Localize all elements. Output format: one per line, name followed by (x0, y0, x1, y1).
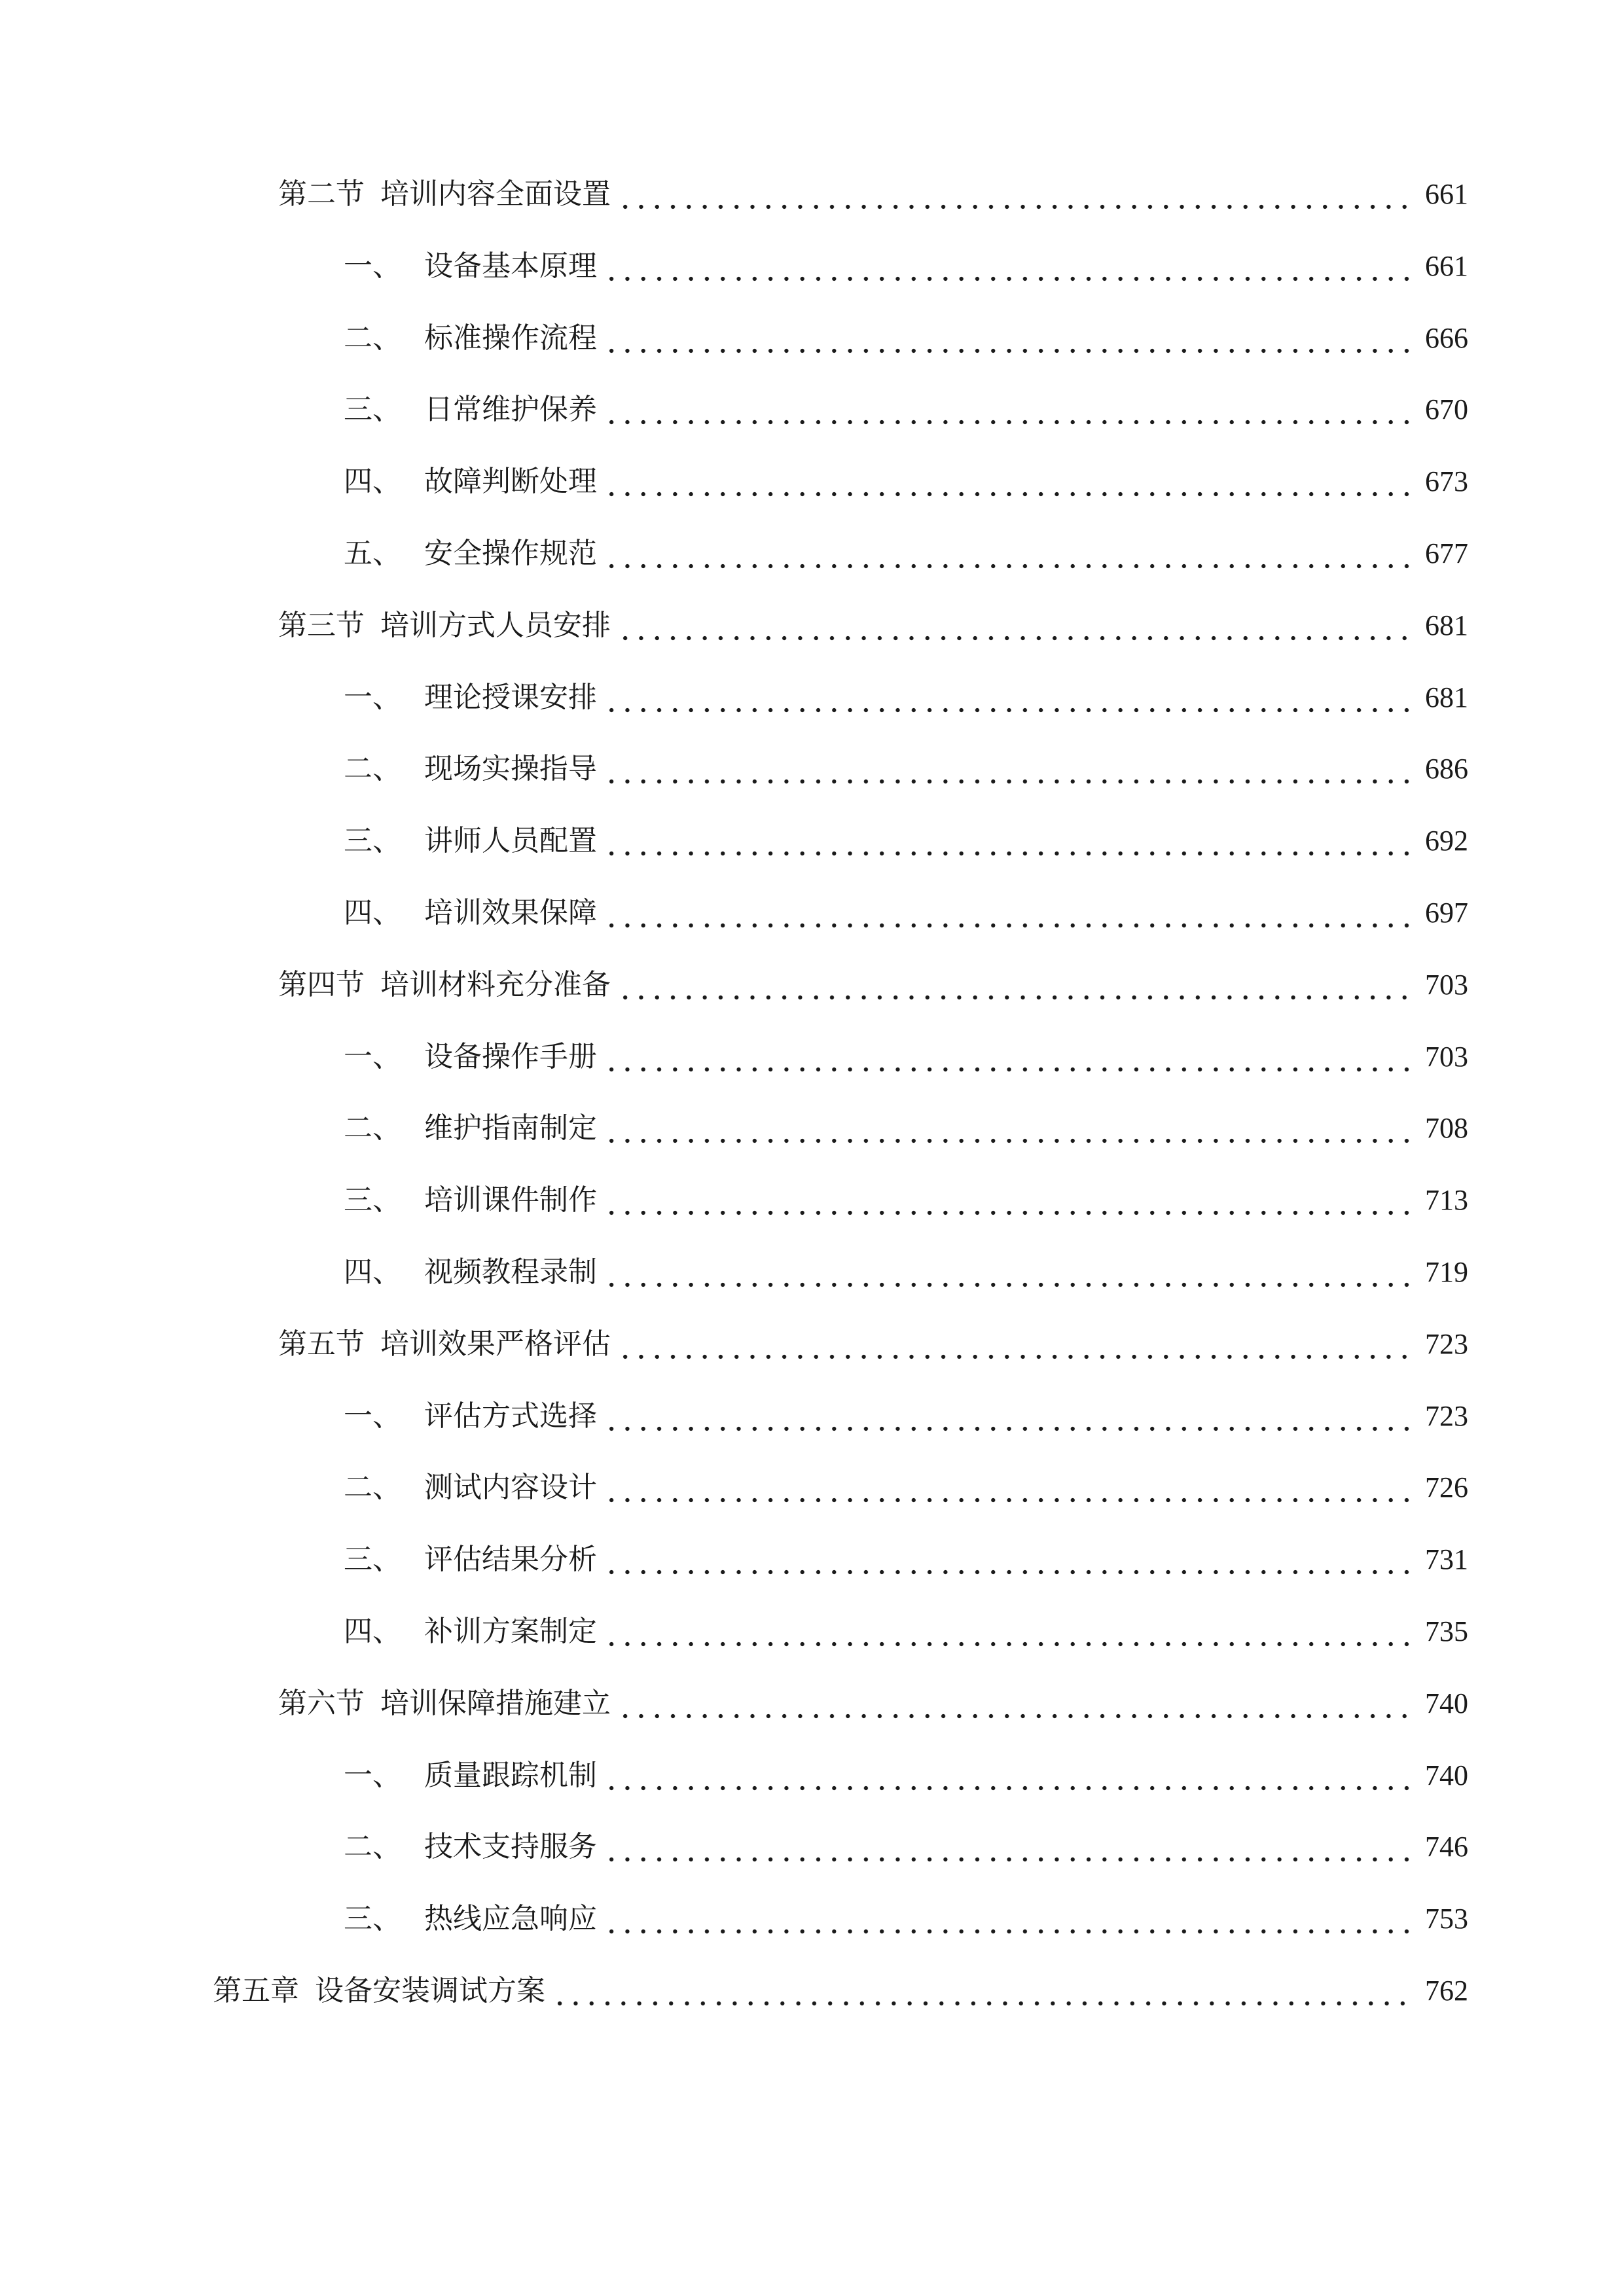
toc-page-number: 723 (1425, 1400, 1468, 1432)
dot-leader (604, 1246, 1412, 1299)
toc-page-number: 735 (1425, 1615, 1468, 1647)
dot-leader (604, 1749, 1412, 1802)
toc-entry-number: 一、 (344, 1759, 401, 1792)
toc-page-number: 723 (1425, 1328, 1468, 1360)
toc-subsection-entry[interactable] (344, 1102, 1468, 1155)
dot-leader (604, 1390, 1412, 1443)
dot-leader (617, 600, 1412, 652)
toc-entry-number: 第五节 (278, 1327, 365, 1361)
toc-page-number: 746 (1425, 1831, 1468, 1863)
toc-entry-title: 设备安装调试方案 (315, 1974, 545, 2007)
dot-leader (604, 815, 1412, 867)
toc-page-number: 726 (1425, 1471, 1468, 1503)
toc-entry-number: 四、 (344, 1255, 401, 1289)
toc-entry-title: 设备基本原理 (424, 249, 597, 283)
toc-entry-number: 第四节 (278, 968, 365, 1001)
toc-entry-number: 二、 (344, 752, 401, 785)
toc-entry-number: 一、 (344, 681, 401, 714)
toc-entry-title: 维护指南制定 (424, 1111, 597, 1145)
dot-leader (604, 1174, 1412, 1227)
toc-entry-number: 一、 (344, 249, 401, 283)
toc-entry-number: 二、 (344, 1111, 401, 1145)
toc-entry-number: 二、 (344, 1471, 401, 1504)
toc-entry-title: 标准操作流程 (424, 321, 597, 355)
toc-subsection-entry[interactable] (344, 1749, 1468, 1802)
toc-subsection-entry[interactable] (344, 815, 1468, 867)
toc-entry-number: 五、 (344, 537, 401, 570)
dot-leader (617, 1318, 1412, 1371)
toc-entry-number: 三、 (344, 1183, 401, 1217)
toc-entry-title: 培训方式人员安排 (380, 609, 611, 642)
toc-entry-number: 第六节 (278, 1687, 365, 1720)
toc-page-number: 670 (1425, 393, 1468, 425)
dot-leader (604, 1605, 1412, 1658)
toc-entry-number: 第二节 (278, 177, 365, 211)
toc-subsection-entry[interactable] (344, 1390, 1468, 1443)
toc-page-number: 661 (1425, 178, 1468, 210)
toc-subsection-entry[interactable] (344, 1534, 1468, 1586)
dot-leader (604, 1821, 1412, 1873)
dot-leader (604, 887, 1412, 939)
toc-page-number: 740 (1425, 1687, 1468, 1719)
toc-entry-title: 日常维护保养 (424, 393, 597, 426)
toc-page-number: 703 (1425, 969, 1468, 1001)
toc-page-number: 666 (1425, 322, 1468, 354)
toc-entry-number: 一、 (344, 1399, 401, 1433)
toc-section-entry[interactable] (278, 1677, 1468, 1730)
dot-leader (604, 528, 1412, 580)
toc-entry-title: 培训课件制作 (424, 1183, 597, 1217)
toc-entry-title: 评估结果分析 (424, 1543, 597, 1576)
toc-subsection-entry[interactable] (344, 1246, 1468, 1299)
toc-subsection-entry[interactable] (344, 384, 1468, 436)
toc-page-number: 697 (1425, 897, 1468, 929)
toc-subsection-entry[interactable] (344, 1031, 1468, 1083)
toc-subsection-entry[interactable] (344, 528, 1468, 580)
toc-entry-title: 评估方式选择 (424, 1399, 597, 1433)
dot-leader (617, 168, 1412, 221)
toc-entry-number: 三、 (344, 824, 401, 857)
toc-page-number: 713 (1425, 1184, 1468, 1216)
toc-entry-title: 故障判断处理 (424, 465, 597, 498)
toc-entry-number: 二、 (344, 1830, 401, 1863)
dot-leader (604, 1893, 1412, 1945)
toc-subsection-entry[interactable] (344, 887, 1468, 939)
toc-page-number: 677 (1425, 537, 1468, 569)
dot-leader (604, 1102, 1412, 1155)
toc-entry-title: 技术支持服务 (424, 1830, 597, 1863)
toc-page-number: 719 (1425, 1256, 1468, 1288)
dot-leader (604, 312, 1412, 365)
toc-subsection-entry[interactable] (344, 1821, 1468, 1873)
toc-subsection-entry[interactable] (344, 1893, 1468, 1945)
toc-section-entry[interactable] (278, 600, 1468, 652)
toc-subsection-entry[interactable] (344, 456, 1468, 508)
toc-entry-title: 测试内容设计 (424, 1471, 597, 1504)
toc-entry-title: 培训效果严格评估 (380, 1327, 611, 1361)
dot-leader (552, 1965, 1412, 2017)
dot-leader (604, 456, 1412, 508)
toc-entry-title: 质量跟踪机制 (424, 1759, 597, 1792)
toc-entry-number: 二、 (344, 321, 401, 355)
toc-entry-title: 培训内容全面设置 (380, 177, 611, 211)
toc-section-entry[interactable] (278, 168, 1468, 221)
toc-subsection-entry[interactable] (344, 743, 1468, 795)
toc-page-number: 703 (1425, 1041, 1468, 1073)
toc-page-number: 753 (1425, 1903, 1468, 1935)
toc-entry-title: 设备操作手册 (424, 1040, 597, 1073)
toc-page-number: 708 (1425, 1112, 1468, 1144)
dot-leader (604, 1462, 1412, 1514)
toc-subsection-entry[interactable] (344, 240, 1468, 293)
toc-entry-title: 理论授课安排 (424, 681, 597, 714)
toc-page-number: 686 (1425, 753, 1468, 785)
toc-page-number: 762 (1425, 1975, 1468, 2007)
dot-leader (604, 672, 1412, 724)
dot-leader (617, 959, 1412, 1011)
toc-page-number: 740 (1425, 1759, 1468, 1791)
toc-page-number: 731 (1425, 1543, 1468, 1575)
toc-entry-title: 讲师人员配置 (424, 824, 597, 857)
toc-entry-title: 培训材料充分准备 (380, 968, 611, 1001)
toc-entry-title: 培训保障措施建立 (380, 1687, 611, 1720)
toc-entry-title: 补训方案制定 (424, 1615, 597, 1648)
dot-leader (604, 384, 1412, 436)
toc-entry-title: 现场实操指导 (424, 752, 597, 785)
toc-entry-title: 热线应急响应 (424, 1902, 597, 1935)
dot-leader (604, 1534, 1412, 1586)
toc-page-number: 661 (1425, 250, 1468, 282)
toc-entry-title: 培训效果保障 (424, 896, 597, 929)
toc-section-entry[interactable] (278, 959, 1468, 1011)
toc-entry-number: 四、 (344, 465, 401, 498)
toc-page-number: 681 (1425, 681, 1468, 713)
toc-subsection-entry[interactable] (344, 1174, 1468, 1227)
toc-entry-number: 三、 (344, 1543, 401, 1576)
toc-page-number: 692 (1425, 825, 1468, 857)
toc-entry-number: 四、 (344, 1615, 401, 1648)
toc-subsection-entry[interactable] (344, 672, 1468, 724)
toc-page-number: 681 (1425, 609, 1468, 641)
toc-subsection-entry[interactable] (344, 1605, 1468, 1658)
toc-page-number: 673 (1425, 465, 1468, 497)
toc-entry-number: 三、 (344, 393, 401, 426)
toc-entry-title: 视频教程录制 (424, 1255, 597, 1289)
dot-leader (604, 240, 1412, 293)
dot-leader (604, 1031, 1412, 1083)
toc-subsection-entry[interactable] (344, 312, 1468, 365)
dot-leader (617, 1677, 1412, 1730)
dot-leader (604, 743, 1412, 795)
toc-entry-number: 一、 (344, 1040, 401, 1073)
toc-entry-number: 第五章 (213, 1974, 299, 2007)
toc-subsection-entry[interactable] (344, 1462, 1468, 1514)
toc-section-entry[interactable] (278, 1318, 1468, 1371)
toc-entry-title: 安全操作规范 (424, 537, 597, 570)
toc-entry-number: 三、 (344, 1902, 401, 1935)
toc-entry-number: 四、 (344, 896, 401, 929)
toc-chapter-entry[interactable] (213, 1965, 1468, 2017)
toc-entry-number: 第三节 (278, 609, 365, 642)
